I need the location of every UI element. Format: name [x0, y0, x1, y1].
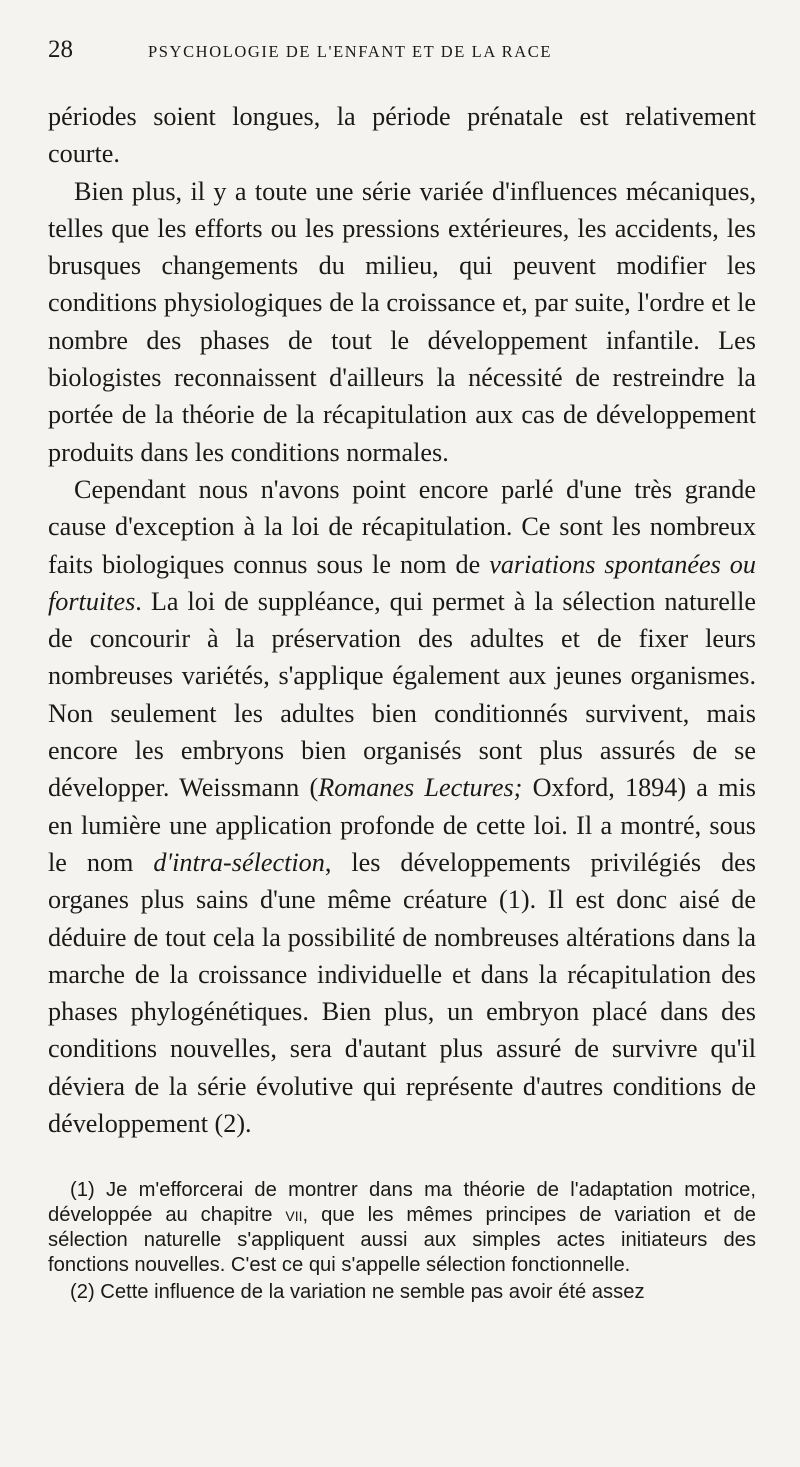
paragraph-exceptions [48, 471, 756, 1142]
footnote-text-part: (1) Je m'efforcerai de montrer dans ma théorie de l'adaptation motrice, développée au chapitre [48, 1179, 756, 1227]
italic-citation-title: Romanes Lectures; [318, 773, 523, 803]
footnote-text-part: , que les mêmes principes de variation et de sélection naturelle s'appliquent aussi aux simples actes initiateurs des fonctions nouvelles. C'est ce qui s'appelle sélection fonctionnelle. [48, 1204, 756, 1276]
body-text [48, 98, 756, 1142]
paragraph-text-part: Cependant nous n'avons point encore parlé d'une très grande cause d'exception à la loi de récapitulation. Ce sont les nombreux faits biologiques connus sous le nom de [48, 474, 756, 579]
paragraph-text-part: Oxford, 1894) a mis en lumière une application profonde de cette loi. Il a montré, sous le nom [48, 773, 756, 877]
running-title: PSYCHOLOGIE DE L'ENFANT ET DE LA RACE [148, 42, 553, 61]
italic-term-variations: variations spontanées ou fortuites [48, 549, 756, 616]
page-number: 28 [48, 36, 73, 63]
running-head [48, 36, 756, 72]
footnote-1 [48, 1178, 756, 1277]
paragraph-continued: périodes soient longues, la période prénatale est relativement courte. [48, 102, 756, 169]
footnote-chapter-roman: vii [285, 1204, 303, 1227]
footnotes [48, 1178, 756, 1304]
paragraph-text-part: . La loi de suppléance, qui permet à la sélection naturelle de concourir à la préservation des adultes et de fixer leurs nombreuses variétés, s'applique également aux jeunes organismes. Non seulement les adultes bien conditionnés survivent, mais encore les embryons bien organisés sont plus assurés de se développer. Weissmann ( [48, 586, 756, 803]
italic-term-intra-selection: d'intra-sélection [153, 847, 325, 877]
paragraph-influences: Bien plus, il y a toute une série variée d'influences mécaniques, telles que les efforts ou les pressions extérieures, les accidents, les brusques changements du milieu, qui peuvent modifier les conditions physiologiques de la croissance et, par suite, l'ordre et le nombre des phases de tout le développement infantile. Les biologistes reconnaissent d'ailleurs la nécessité de restreindre la portée de la théorie de la récapitulation aux cas de développement produits dans les conditions normales. [48, 176, 756, 467]
paragraph-text-part: , les développements privilégiés des organes plus sains d'une même créature (1). Il est donc aisé de déduire de tout cela la possibilité de nombreuses altérations dans la marche de la croissance individuelle et dans la récapitulation des phases phylogénétiques. Bien plus, un embryon placé dans des conditions nouvelles, sera d'autant plus assuré de survivre qu'il déviera de la série évolutive qui représente d'autres conditions de développement (2). [48, 847, 756, 1139]
footnote-2: (2) Cette influence de la variation ne semble pas avoir été assez [70, 1280, 645, 1303]
